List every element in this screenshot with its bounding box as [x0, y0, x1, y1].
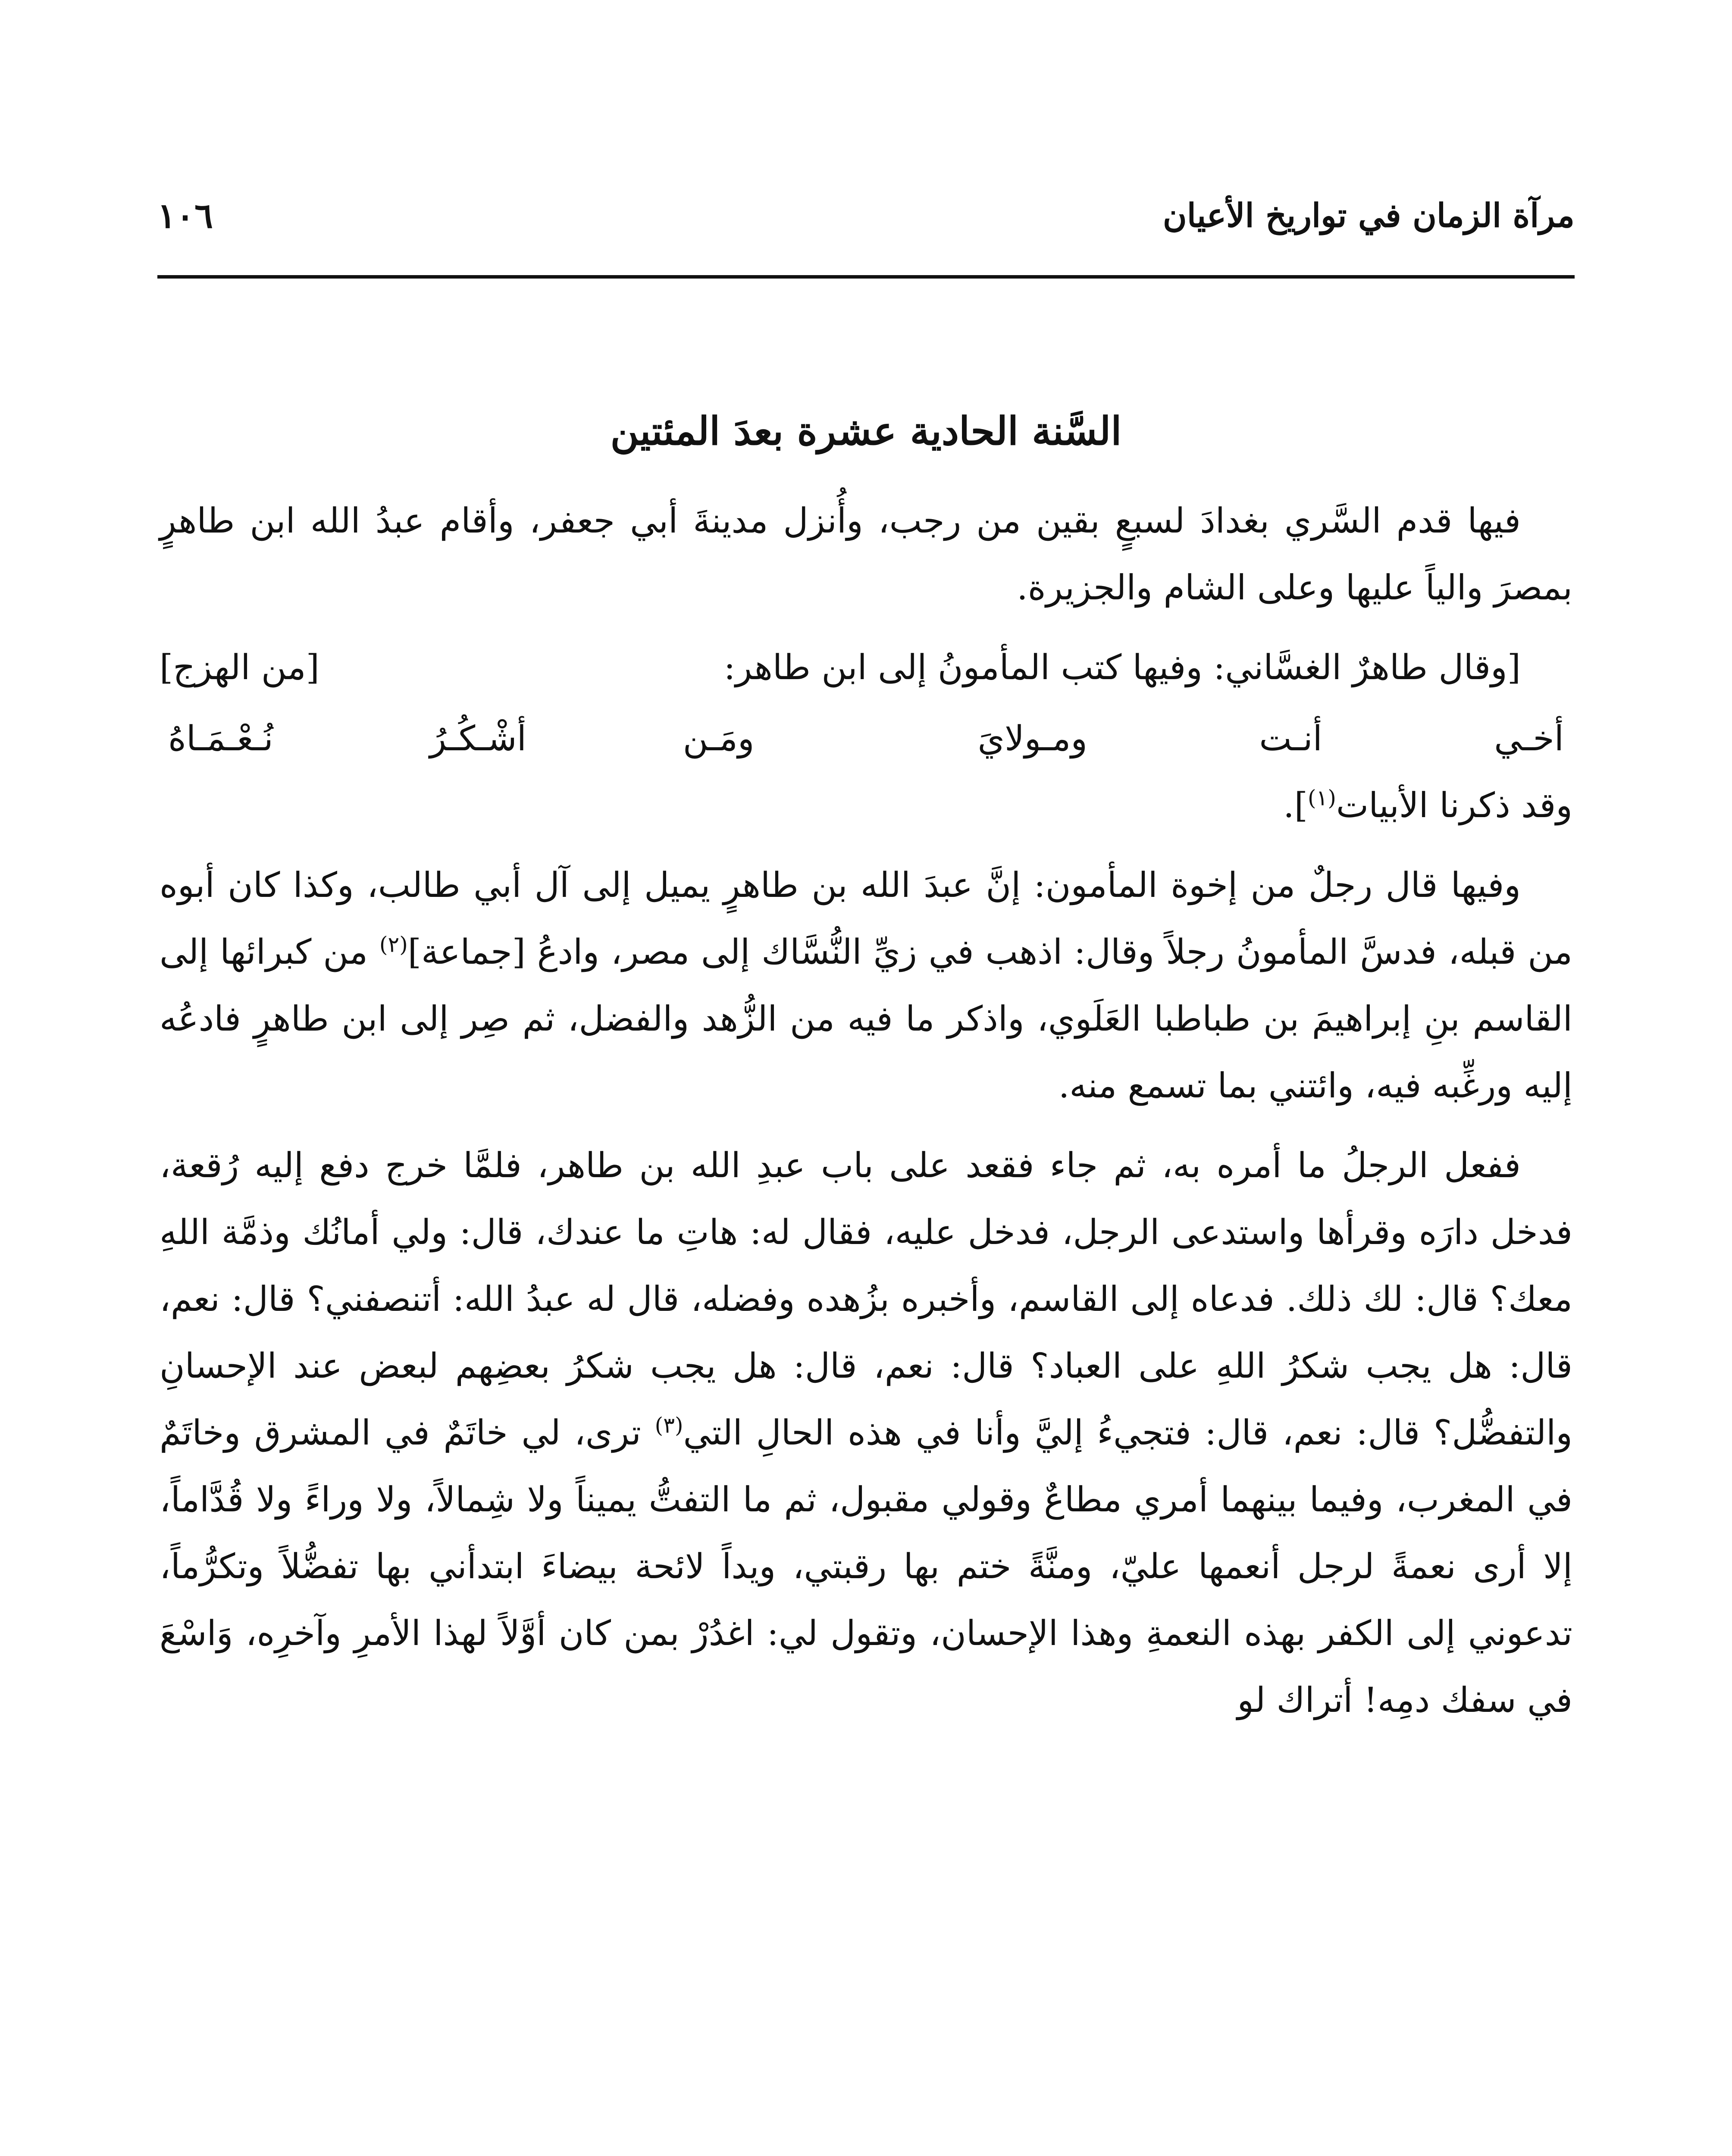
paragraph-3-part-1: ففعل الرجلُ ما أمره به، ثم جاء فقعد على باب عبدِ الله بن طاهر، فلمَّا خرج دفع إليه رُقعة، فدخل دارَه وقرأها واستدعى الرجل، فدخل عليه، فقال له: هاتِ ما عندك، قال: ولي أمانُك وذمَّة اللهِ معك؟ قال: لك ذلك. فدعاه إلى القاسم، وأخبره بزُهده وفضله، قال له عبدُ الله: أتنصفني؟ قال: نعم، قال: هل يجب شكرُ اللهِ على العباد؟ قال: نعم، قال: هل يجب شكرُ بعضِهم لبعض عند الإحسانِ والتفضُّل؟ قال: نعم، قال: فتجيءُ إليَّ وأنا في هذه الحالِ التي: [160, 1145, 1572, 1453]
verse-second-hemistich: ومَـن أشْـكُـرُ نُـعْـمَـاهُ: [168, 718, 755, 758]
poem-meter: [من الهزج]: [160, 647, 319, 687]
paragraph-2-part-2: من كبرائها إلى القاسم بنِ إبراهيمَ بن طباطبا العَلَوي، واذكر ما فيه من الزُّهد والفضل، ثم صِر إلى ابن طاهرٍ فادعُه إليه ورغِّبه فيه، وائتني بما تسمع منه.: [160, 932, 1572, 1106]
footnote-ref-2[interactable]: (٢): [379, 932, 408, 957]
footnote-ref-3[interactable]: (٣): [655, 1413, 683, 1438]
page-number: ١٠٦: [157, 195, 213, 236]
paragraph-2-part-1: وفيها قال رجلٌ من إخوة المأمون: إنَّ عبدَ الله بن طاهرٍ يميل إلى آل أبي طالب، وكذا كان أبوه من قبله، فدسَّ المأمونُ رجلاً وقال: اذهب في زيِّ النُّسَّاك إلى مصر، وادعُ [جماعة]: [160, 865, 1573, 972]
header-rule: [157, 275, 1575, 279]
verse-note: [160, 772, 1572, 839]
verse-note-text: وقد ذكرنا الأبيات: [1336, 785, 1572, 825]
footnote-ref-1[interactable]: (١): [1307, 785, 1336, 811]
running-header: [157, 190, 1575, 267]
verse-first-hemistich: أخـي أنـت ومـولايَ: [977, 718, 1564, 758]
running-title: مرآة الزمان في تواريخ الأعيان: [1162, 196, 1575, 235]
paragraph-3: [160, 1132, 1572, 1733]
poem-intro-line: [160, 634, 1572, 701]
verse-note-close: ].: [1283, 785, 1308, 825]
poem-intro: [وقال طاهرٌ الغسَّاني: وفيها كتب المأمونُ إلى ابن طاهر:: [723, 647, 1521, 687]
paragraph-1: فيها قدم السَّري بغدادَ لسبعٍ بقين من رجب، وأُنزل مدينةَ أبي جعفر، وأقام عبدُ الله ابن طاهرٍ بمصرَ والياً عليها وعلى الشام والجزيرة.: [160, 501, 1572, 608]
poem-verse: [160, 705, 1572, 772]
paragraph-2: [160, 852, 1572, 1119]
paragraph-3-part-2: ترى، لي خاتَمٌ في المشرق وخاتَمٌ في المغرب، وفيما بينهما أمري مطاعٌ وقولي مقبول، ثم ما التفتُّ يميناً ولا شِمالاً، ولا وراءً ولا قُدَّاماً، إلا أرى نعمةً لرجل أنعمها عليّ، ومنَّةً ختم بها رقبتي، ويداً لائحة بيضاءَ ابتدأني بها تفضُّلاً وتكرُّماً، تدعوني إلى الكفر بهذه النعمةِ وهذا الإحسان، وتقول لي: اغدُرْ بمن كان أوَّلاً لهذا الأمرِ وآخرِه، وَاسْعَ في سفك دمِه! أتراك لو: [160, 1413, 1572, 1720]
section-heading: السَّنة الحادية عشرة بعدَ المئتين: [610, 408, 1122, 454]
main-text: [160, 401, 1572, 1733]
